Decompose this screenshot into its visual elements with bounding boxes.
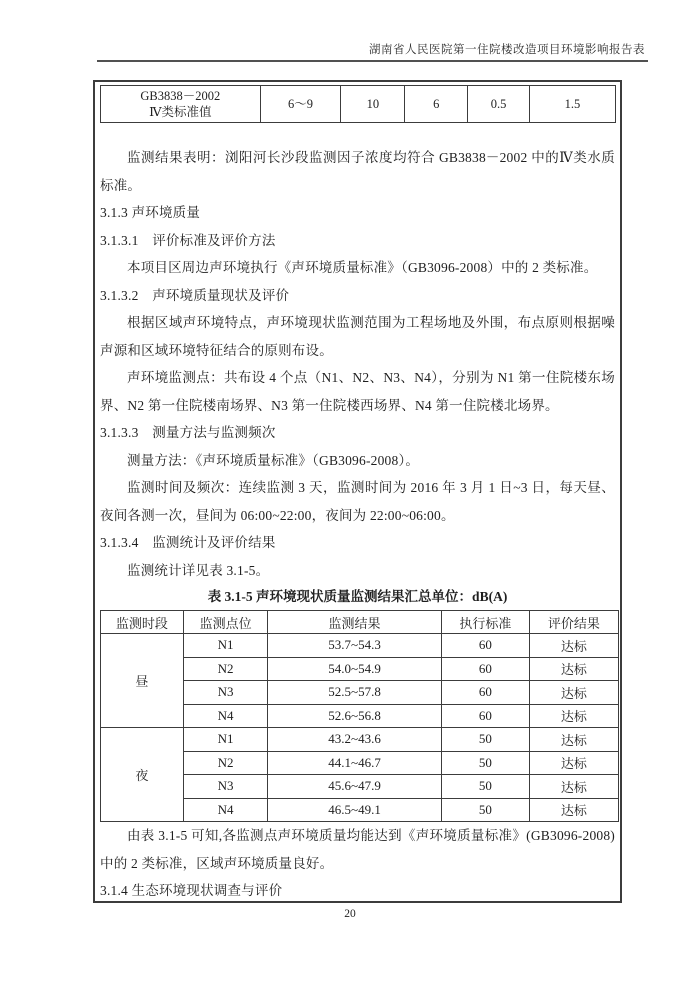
evaluation-cell: 达标	[529, 657, 618, 681]
standard-value-cell: 6	[405, 86, 468, 123]
point-cell: N1	[183, 728, 267, 752]
table-row	[101, 86, 616, 123]
standard-cell: 50	[441, 751, 529, 775]
running-header-title: 湖南省人民医院第一住院楼改造项目环境影响报告表	[369, 44, 645, 56]
standard-cell: 60	[441, 657, 529, 681]
point-cell: N4	[183, 798, 267, 822]
paragraph-time-frequency: 监测时间及频次：连续监测 3 天，监测时间为 2016 年 3 月 1 日~3 日，每天昼、夜间各测一次，昼间为 06:00~22:00，夜间为 22:00~06:00。	[100, 480, 615, 523]
page-number: 20	[344, 908, 356, 920]
standard-value-cell: 10	[341, 86, 405, 123]
period-cell-night: 夜	[101, 728, 184, 822]
noise-table-caption: 表 3.1-5 声环境现状质量监测结果汇总单位：dB(A)	[207, 589, 508, 604]
evaluation-cell: 达标	[529, 798, 618, 822]
paragraph-monitor-scope: 根据区域声环境特点，声环境现状监测范围为工程场地及外围，布点原则根据噪声源和区域环境特征结合的原则布设。	[100, 315, 615, 358]
standard-cell: 50	[441, 728, 529, 752]
standard-cell: 60	[441, 681, 529, 705]
column-header: 评价结果	[529, 611, 618, 634]
water-standard-table	[100, 85, 616, 123]
paragraph-monitor-result: 监测结果表明：浏阳河长沙段监测因子浓度均符合 GB3838－2002 中的Ⅳ类水质标准。	[100, 150, 615, 193]
point-cell: N4	[183, 704, 267, 728]
column-header: 执行标准	[441, 611, 529, 634]
column-header: 监测结果	[268, 611, 442, 634]
point-cell: N3	[183, 775, 267, 799]
paragraph-method: 测量方法：《声环境质量标准》（GB3096-2008）。	[127, 452, 420, 468]
heading-3-1-3-1: 3.1.3.1 评价标准及评价方法	[100, 232, 276, 248]
result-cell: 52.5~57.8	[268, 681, 442, 705]
standard-value-cell: 6～9	[260, 86, 341, 123]
heading-3-1-3: 3.1.3 声环境质量	[100, 205, 201, 220]
content-frame	[93, 80, 622, 903]
standard-code: GB3838－2002	[140, 89, 221, 103]
standard-cell: 50	[441, 798, 529, 822]
evaluation-cell: 达标	[529, 728, 618, 752]
heading-3-1-3-3: 3.1.3.3 测量方法与监测频次	[100, 425, 276, 440]
evaluation-cell: 达标	[529, 775, 618, 799]
noise-monitoring-table	[100, 610, 619, 822]
result-cell: 52.6~56.8	[268, 704, 442, 728]
column-header: 监测点位	[183, 611, 267, 634]
point-cell: N1	[183, 634, 267, 658]
result-cell: 53.7~54.3	[268, 634, 442, 658]
result-cell: 43.2~43.6	[268, 728, 442, 752]
evaluation-cell: 达标	[529, 634, 618, 658]
point-cell: N3	[183, 681, 267, 705]
result-cell: 44.1~46.7	[268, 751, 442, 775]
table-row	[101, 634, 619, 658]
evaluation-cell: 达标	[529, 704, 618, 728]
result-cell: 46.5~49.1	[268, 798, 442, 822]
evaluation-cell: 达标	[529, 751, 618, 775]
paragraph-monitor-points: 声环境监测点：共布设 4 个点（N1、N2、N3、N4），分别为 N1 第一住院楼东场界、N2 第一住院楼南场界、N3 第一住院楼西场界、N4 第一住院楼北场界。	[100, 370, 615, 413]
result-cell: 54.0~54.9	[268, 657, 442, 681]
paragraph-see-table: 监测统计详见表 3.1-5。	[127, 562, 270, 578]
standard-label-cell	[101, 86, 261, 123]
period-cell-day: 昼	[101, 634, 184, 728]
evaluation-cell: 达标	[529, 681, 618, 705]
heading-3-1-4: 3.1.4 生态环境现状调查与评价	[100, 883, 283, 898]
result-cell: 45.6~47.9	[268, 775, 442, 799]
header-rule	[97, 60, 648, 62]
column-header: 监测时段	[101, 611, 184, 634]
standard-class: Ⅳ类标准值	[149, 105, 212, 119]
paragraph-conclusion: 由表 3.1-5 可知,各监测点声环境质量均能达到《声环境质量标准》(GB3096-2008)中的 2 类标准，区域声环境质量良好。	[100, 828, 615, 871]
point-cell: N2	[183, 657, 267, 681]
point-cell: N2	[183, 751, 267, 775]
paragraph-class2-standard: 本项目区周边声环境执行《声环境质量标准》（GB3096-2008）中的 2 类标准。	[127, 260, 598, 275]
heading-3-1-3-4: 3.1.3.4 监测统计及评价结果	[100, 535, 276, 550]
standard-value-cell: 1.5	[529, 86, 615, 123]
standard-cell: 50	[441, 775, 529, 799]
standard-cell: 60	[441, 704, 529, 728]
standard-value-cell: 0.5	[468, 86, 530, 123]
table-header-row	[101, 611, 619, 634]
table-row	[101, 728, 619, 752]
heading-3-1-3-2: 3.1.3.2 声环境质量现状及评价	[100, 287, 290, 303]
standard-cell: 60	[441, 634, 529, 658]
